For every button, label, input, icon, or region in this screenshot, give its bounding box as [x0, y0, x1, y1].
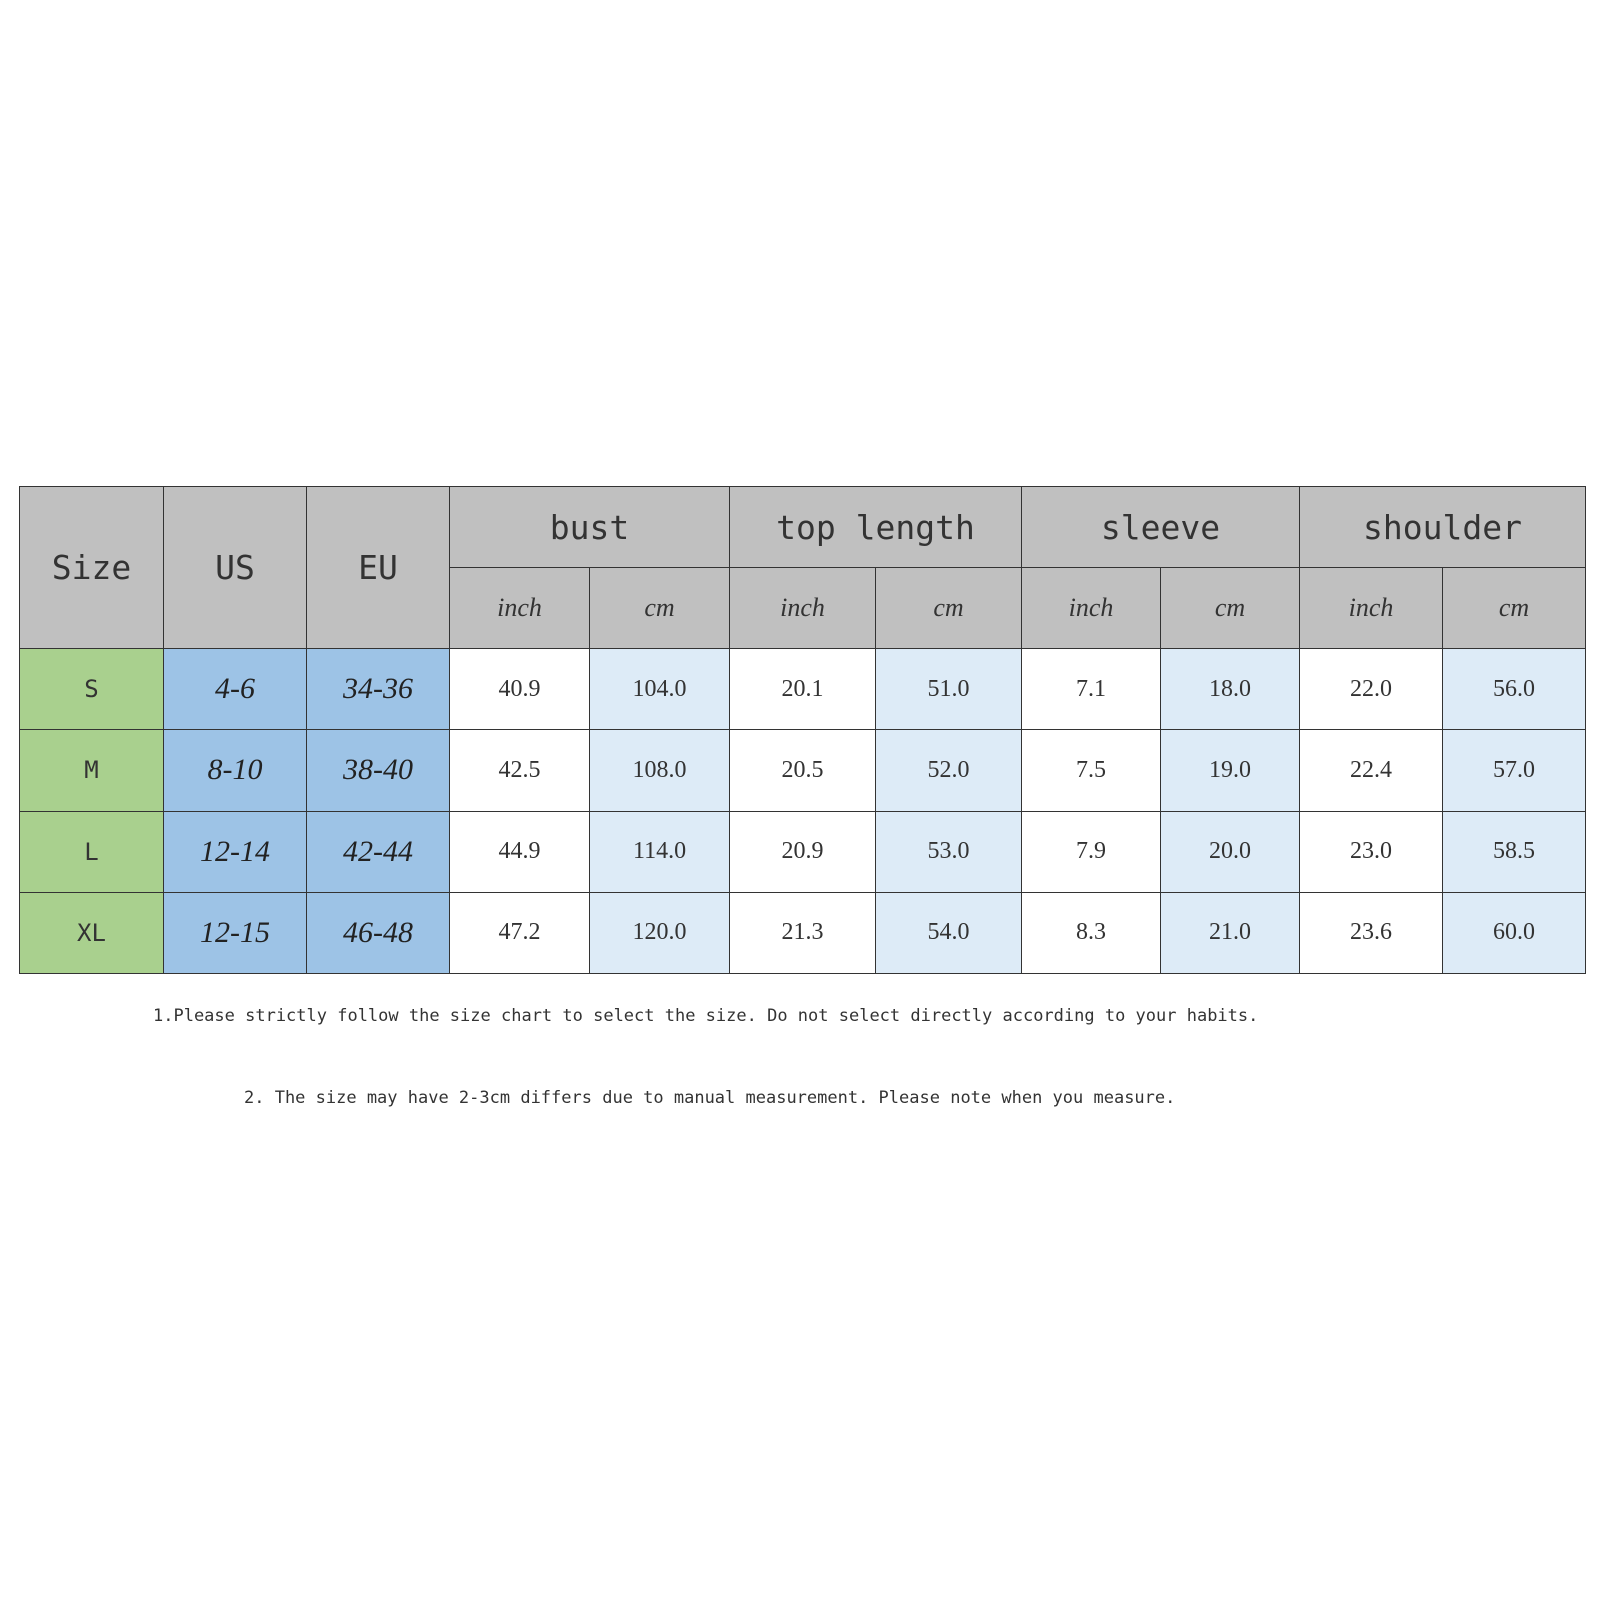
size-note-1: 1.Please strictly follow the size chart to select the size. Do not select directly according to your habits.	[153, 1006, 1259, 1026]
top-length-inch-cell: 20.1	[730, 649, 876, 730]
sleeve-inch-cell: 7.1	[1022, 649, 1161, 730]
eu-size-cell: 42-44	[307, 811, 450, 892]
top-length-inch-cell: 20.9	[730, 811, 876, 892]
us-size-cell: 12-15	[164, 892, 307, 973]
header-us: US	[164, 487, 307, 649]
size-chart-table	[19, 486, 1586, 974]
unit-cm-header: cm	[1161, 568, 1300, 649]
sleeve-inch-cell: 8.3	[1022, 892, 1161, 973]
bust-cm-cell: 104.0	[590, 649, 730, 730]
bust-cm-cell: 114.0	[590, 811, 730, 892]
header-sleeve: sleeve	[1022, 487, 1300, 568]
sleeve-inch-cell: 7.9	[1022, 811, 1161, 892]
bust-inch-cell: 47.2	[450, 892, 590, 973]
sleeve-inch-cell: 7.5	[1022, 730, 1161, 811]
sleeve-cm-cell: 19.0	[1161, 730, 1300, 811]
bust-inch-cell: 44.9	[450, 811, 590, 892]
top-length-cm-cell: 54.0	[876, 892, 1022, 973]
unit-inch-header: inch	[450, 568, 590, 649]
shoulder-cm-cell: 60.0	[1443, 892, 1586, 973]
shoulder-cm-cell: 56.0	[1443, 649, 1586, 730]
header-bust: bust	[450, 487, 730, 568]
unit-inch-header: inch	[1300, 568, 1443, 649]
top-length-cm-cell: 52.0	[876, 730, 1022, 811]
us-size-cell: 4-6	[164, 649, 307, 730]
top-length-inch-cell: 20.5	[730, 730, 876, 811]
bust-cm-cell: 120.0	[590, 892, 730, 973]
shoulder-inch-cell: 22.0	[1300, 649, 1443, 730]
table-row	[20, 649, 1586, 730]
bust-cm-cell: 108.0	[590, 730, 730, 811]
sleeve-cm-cell: 20.0	[1161, 811, 1300, 892]
top-length-cm-cell: 51.0	[876, 649, 1022, 730]
shoulder-inch-cell: 23.6	[1300, 892, 1443, 973]
eu-size-cell: 46-48	[307, 892, 450, 973]
sleeve-cm-cell: 18.0	[1161, 649, 1300, 730]
sleeve-cm-cell: 21.0	[1161, 892, 1300, 973]
size-cell: M	[20, 730, 164, 811]
shoulder-inch-cell: 23.0	[1300, 811, 1443, 892]
size-cell: L	[20, 811, 164, 892]
header-shoulder: shoulder	[1300, 487, 1586, 568]
unit-cm-header: cm	[1443, 568, 1586, 649]
shoulder-cm-cell: 57.0	[1443, 730, 1586, 811]
shoulder-inch-cell: 22.4	[1300, 730, 1443, 811]
header-top-length: top length	[730, 487, 1022, 568]
top-length-cm-cell: 53.0	[876, 811, 1022, 892]
unit-inch-header: inch	[730, 568, 876, 649]
unit-cm-header: cm	[876, 568, 1022, 649]
top-length-inch-cell: 21.3	[730, 892, 876, 973]
us-size-cell: 8-10	[164, 730, 307, 811]
table-row	[20, 811, 1586, 892]
eu-size-cell: 38-40	[307, 730, 450, 811]
shoulder-cm-cell: 58.5	[1443, 811, 1586, 892]
bust-inch-cell: 42.5	[450, 730, 590, 811]
unit-cm-header: cm	[590, 568, 730, 649]
unit-inch-header: inch	[1022, 568, 1161, 649]
size-note-2: 2. The size may have 2-3cm differs due to manual measurement. Please note when you measure.	[244, 1088, 1176, 1108]
eu-size-cell: 34-36	[307, 649, 450, 730]
table-row	[20, 730, 1586, 811]
header-size: Size	[20, 487, 164, 649]
header-eu: EU	[307, 487, 450, 649]
size-cell: S	[20, 649, 164, 730]
size-cell: XL	[20, 892, 164, 973]
us-size-cell: 12-14	[164, 811, 307, 892]
bust-inch-cell: 40.9	[450, 649, 590, 730]
table-row	[20, 892, 1586, 973]
